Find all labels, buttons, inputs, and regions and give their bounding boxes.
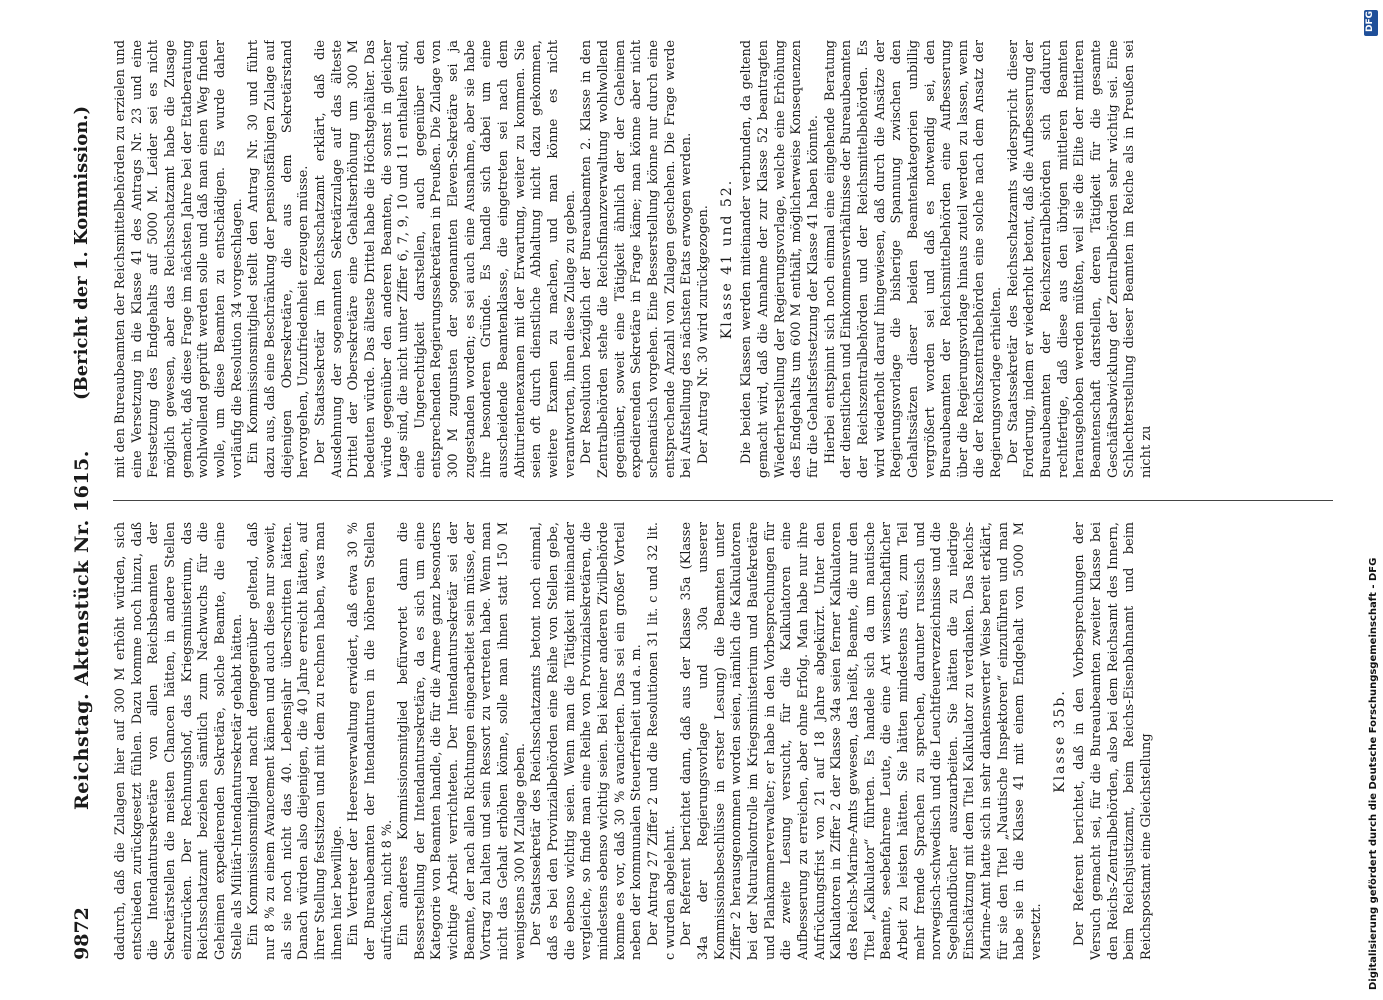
paragraph: Ein Kommissionsmitglied macht demgegenüber geltend, daß nur 8 % zu einem Avancement kämen und auch diese nur soweit, als sie noch nicht das 40. Lebensjahr überschritten hätten. Danach würden also diejenigen, die 40 Jahre erreicht hätten, auf ihrer Stellung festsitzen und mit dem zu rechnen haben, was man ihnen hier bewillige.	[246, 522, 345, 960]
paragraph: dadurch, daß die Zulagen hier auf 300 M erhöht würden, sich entschieden zurückgesetzt fühlen. Dazu komme noch hinzu, daß die Intendantursekretäre von allen Reichsbeamten der Sekretärstellen die meisten Chancen hätten, in andere Stellen einzurücken. Der Rechnungshof, das Kriegsministerium, das Reichsschatzamt beziehen sämtlich zum Nachwuchs für die Geheimen expedierenden Sekretäre, solche Beamte, die eine Stelle als Militär-Intendantursekretär gehabt hätten.	[113, 522, 245, 960]
column-divider	[113, 500, 1333, 501]
section-heading: Klasse 41 und 52.	[718, 178, 735, 340]
paragraph: Hierbei entspinnt sich noch einmal eine eingehende Beratung der dienstlichen und Einkommensverhältnisse der Bureaubeamten der Reichszentralbehörden und der Reichsmittelbehörden. Es wird wiederholt darauf hingewiesen, daß durch die Ansätze der Regierungsvorlage die bisherige Spannung zwischen den Gehaltssätzen dieser beiden Beamtenkategorien unbillig vergrößert worden sei und daß es notwendig sei, den Bureaubeamten der Reichsmittelbehörden eine Aufbesserung über die Regierungsvorlage hinaus zuteil werden zu lassen, wenn die der Reichszentralbehörden eine solche nach dem Ansatz der Regierungsvorlage erhielten.	[822, 40, 1005, 478]
right-column	[113, 40, 1335, 478]
paragraph: Ein anderes Kommissionsmitglied befürwortet dann die Besserstellung der Intendantursekretäre, da es sich um eine Kategorie von Beamten handle, die für die Armee ganz besonders wichtige Arbeit verrichteten. Der Intendantursekretär sei der Beamte, der nach allen Richtungen eingearbeitet sein müsse, der Vortrag zu halten und sein Ressort zu vertreten habe. Wenn man nicht das Gehalt erhöhen könne, solle man ihnen statt 150 M wenigstens 300 M Zulage geben.	[396, 522, 528, 960]
paragraph: Der Resolution bezüglich der Bureaubeamten 2. Klasse in den Zentralbehörden stehe die Reichsfinanzverwaltung wohlwollend gegenüber, soweit eine Tätigkeit ähnlich der der Geheimen expedierenden Sekretäre in Frage käme; man könne aber nicht schematisch vorgehen. Eine Besserstellung könne nur durch eine entsprechende Anzahl von Zulagen geschehen. Die Frage werde bei Aufstellung des nächsten Etats erwogen werden.	[579, 40, 695, 478]
dfg-logo-text: DFG	[1365, 10, 1375, 32]
paragraph: Der Antrag 27 Ziffer 2 und die Resolutionen 31 lit. c und 32 lit. c wurden abgelehnt.	[646, 522, 678, 960]
left-column	[113, 522, 1335, 960]
digitization-note: Digitalisierung gefördert durch die Deutsche Forschungsgemeinschaft - DFG	[1368, 557, 1379, 990]
paragraph: Der Antrag Nr. 30 wird zurückgezogen.	[695, 205, 711, 464]
page-title: Reichstag. Aktenstück Nr. 1615.	[71, 450, 93, 810]
paragraph: Der Staatssekretär im Reichsschatzamt erklärt, daß die Ausdehnung der sogenannten Sekretärzulage auf das älteste Drittel der Obersekretäre eine Gehaltserhöhung um 300 M bedeuten würde. Das älteste Drittel habe die Höchstgehälter. Das würde gegenüber den anderen Beamten, die sonst in gleicher Lage sind, die nicht unter Ziffer 6, 7, 9, 10 und 11 enthalten sind, eine Ungerechtigkeit darstellen, auch gegenüber den entsprechenden Regierungssekretären in Preußen. Die Zulage von 300 M zugunsten der sogenannten Eleven-Sekretäre sei ja zugestanden worden; es sei auch eine Ausnahme, aber sie habe ihre besonderen Gründe. Es handle sich dabei um eine ausscheidende Beamtenklasse, die eingetreten sei nach dem Abiturientenexamen mit der Erwartung, weiter zu kommen. Sie seien oft durch dienstliche Abhaltung nicht dazu gekommen, weitere Examen zu machen, und man könne es nicht verantworten, ihnen diese Zulage zu geben.	[312, 40, 578, 478]
paragraph: Der Staatssekretär des Reichsschatzamts widerspricht dieser Forderung, indem er wiederholt betont, daß die Aufbesserung der Bureaubeamten der Reichszentralbehörden sich dadurch rechtfertige, daß diese aus den übrigen mittleren Beamten herausgehoben werden müßten, weil sie die Elite der mittleren Beamtenschaft darstellen, deren Tätigkeit für die gesamte Geschäftsabwicklung der Zentralbehörden sehr wichtig sei. Eine Schlechterstellung dieser Beamten im Reiche als in Preußen sei nicht zu	[1005, 40, 1155, 478]
paragraph: mit den Bureaubeamten der Reichsmittelbehörden zu erzielen und eine Versetzung in die Klasse 41 des Antrags Nr. 23 und eine Festsetzung des Endgehalts auf 5000 M. Leider sei es nicht möglich gewesen, aber das Reichsschatzamt habe die Zusage gemacht, daß diese Frage im nächsten Jahre bei der Etatberatung wohlwollend geprüft werden solle und daß man einen Weg finden wolle, um diese Beamten zu entschädigen. Es wurde daher vorläufig die Resolution 34 vorgeschlagen.	[113, 40, 245, 478]
paragraph: Ein Vertreter der Heeresverwaltung erwidert, daß etwa 30 % der Bureaubeamten der Intendanturen in die höheren Stellen aufrücken, nicht 8 %.	[346, 522, 395, 960]
section-heading: Klasse 35b.	[1051, 689, 1068, 793]
paragraph: Der Staatssekretär des Reichsschatzamts betont noch einmal, daß es bei den Provinzialbehörden eine Reihe von Stellen gebe, die ebenso wichtig seien. Wenn man die Tätigkeit miteinander vergleiche, so finde man eine Reihe von Provinzialsekretären, die mindestens ebenso wichtig seien. Bei keiner anderen Zivilbehörde komme es vor, daß 30 % avancierten. Das sei ein großer Vorteil neben der kommunalen Steuerfreiheit und a. m.	[529, 522, 645, 960]
paragraph: Der Referent berichtet, daß in den Vorbesprechungen der Versuch gemacht sei, für die Bureaubeamten zweiter Klasse bei den Reichs-Zentralbehörden, also bei dem Reichsamt des Innern, beim Reichsjustizamt, beim Reichs-Eisenbahnamt und beim Reichspostamt eine Gleichstellung	[1072, 522, 1155, 960]
page-number: 9872	[71, 907, 93, 960]
paragraph: Ein Kommissionsmitglied stellt den Antrag Nr. 30 und führt dazu aus, daß eine Beschränkung der pensionsfähigen Zulage auf diejenigen Obersekretäre, die aus dem Sekretärstand hervorgehen, Unzufriedenheit erzeugen müsse.	[246, 40, 312, 478]
rotated-newspaper-sheet	[65, 40, 1340, 960]
page-header	[65, 40, 105, 960]
paragraph: Die beiden Klassen werden miteinander verbunden, da geltend gemacht wird, daß die Annahme der zur Klasse 52 beantragten Wiederherstellung der Regierungsvorlage, welche eine Erhöhung des Endgehalts um 600 M enthält, möglicherweise Konsequenzen für die Gehaltsfestsetzung der Klasse 41 haben könnte.	[739, 40, 821, 478]
paragraph: Der Referent berichtet dann, daß aus der Klasse 35a (Klasse 34a der Regierungsvorlage und 30a unserer Kommissionsbeschlüsse in erster Lesung) die Beamten unter Ziffer 2 herausgenommen worden seien, nämlich die Kalkulatoren bei der Naturalkontrolle im Kriegsministerium und Baufekretäre und Plankammerverwalter; er habe in den Vorbesprechungen für die zweite Lesung versucht, für die Kalkulatoren eine Aufbesserung zu erreichen, aber ohne Erfolg. Man habe nur ihre Aufrückungsfrist von 21 auf 18 Jahre abgekürzt. Unter den Kalkulatoren in Ziffer 2 der Klasse 34a seien ferner Kalkulatoren des Reichs-Marine-Amts gewesen, das heißt, Beamte, die nur den Titel „Kalkulator“ führten. Es handele sich da um nautische Beamte, seebefahrene Leute, die eine Art wissenschaftlicher Arbeit zu leisten hätten. Sie hätten mindestens drei, zum Teil mehr fremde Sprachen zu sprechen, darunter russisch und norwegisch-schwedisch und die Leuchtfeuerverzeichnisse und die Segelhandbücher auszuarbeiten. Sie hätten die zu niedrige Einschätzung mit dem Titel Kalkulator zu verdanken. Das Reichs-Marine-Amt hatte sich in sehr dankenswerter Weise bereit erklärt, für sie den Titel „Nautische Inspektoren“ einzuführen und man habe sie in die Klasse 41 mit einem Endgehalt von 5000 M versetzt.	[679, 522, 1045, 960]
page-subtitle: (Bericht der 1. Kommission.)	[71, 105, 92, 400]
dfg-logo-icon	[1364, 10, 1378, 36]
